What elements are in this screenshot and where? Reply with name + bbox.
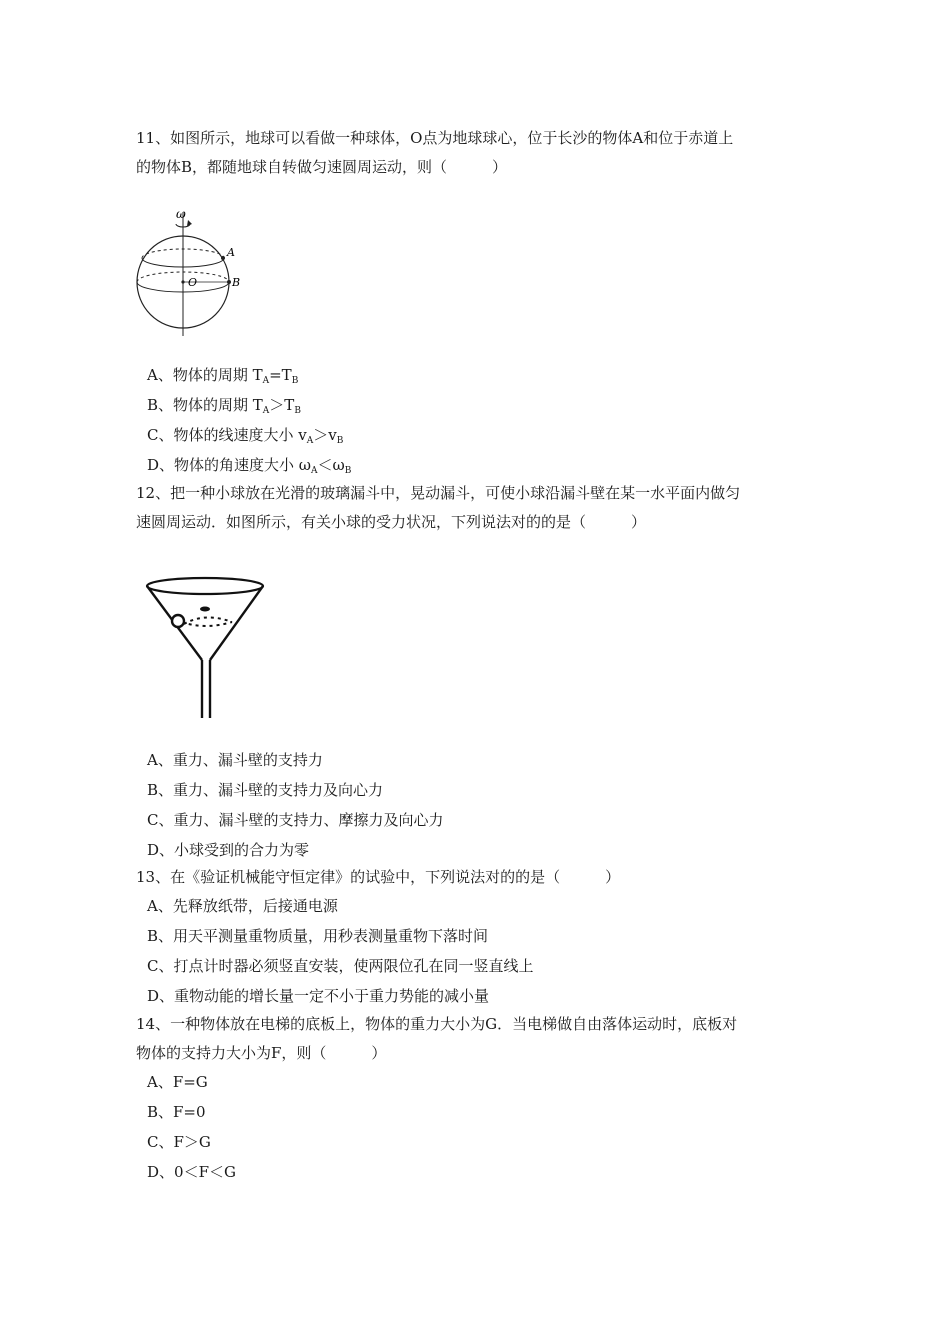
earth-sphere-figure	[128, 206, 248, 346]
point-b-label: B	[232, 276, 241, 289]
q13-option-c: C、打点计时器必须竖直安装，使两限位孔在同一竖直线上	[147, 957, 534, 975]
q14-option-d: D、0＜F＜G	[147, 1163, 236, 1181]
q11-stem-line1: 11、如图所示，地球可以看做一种球体，O点为地球球心，位于长沙的物体A和位于赤道上	[136, 129, 734, 147]
q13-option-b: B、用天平测量重物质量，用秒表测量重物下落时间	[147, 927, 489, 945]
funnel-figure	[140, 572, 270, 722]
q14-option-b: B、F=0	[147, 1103, 206, 1121]
q11-option-c: C、物体的线速度大小 $v_A>v_B$	[147, 426, 344, 446]
q12-option-c: C、重力、漏斗壁的支持力、摩擦力及向心力	[147, 811, 444, 829]
q14-stem-line1: 14、一种物体放在电梯的底板上，物体的重力大小为G．当电梯做自由落体运动时，底板对	[136, 1015, 738, 1033]
q13-option-d: D、重物动能的增长量一定不小于重力势能的减小量	[147, 987, 490, 1005]
q12-option-a: A、重力、漏斗壁的支持力	[147, 751, 323, 769]
q14-stem-line2: 物体的支持力大小为F，则（ ）	[136, 1044, 387, 1062]
q12-option-d: D、小球受到的合力为零	[147, 841, 310, 859]
q12-stem-line2: 速圆周运动．如图所示，有关小球的受力状况，下列说法对的的是（ ）	[136, 513, 647, 531]
q11-option-b: B、物体的周期 $T_A>T_B$	[147, 396, 301, 416]
point-o-label: O	[188, 276, 198, 289]
point-a-label: A	[227, 246, 235, 259]
q14-option-c: C、F＞G	[147, 1133, 211, 1151]
q11-option-d: D、物体的角速度大小 $\omega_A<\omega_B$	[147, 456, 352, 476]
q11-option-a: A、物体的周期 $T_A=T_B$	[147, 366, 299, 386]
q12-option-b: B、重力、漏斗壁的支持力及向心力	[147, 781, 384, 799]
q12-stem-line1: 12、把一种小球放在光滑的玻璃漏斗中，晃动漏斗，可使小球沿漏斗壁在某一水平面内做匀	[136, 484, 741, 502]
q11-stem-line2: 的物体B，都随地球自转做匀速圆周运动，则（ ）	[136, 158, 508, 176]
q13-stem: 13、在《验证机械能守恒定律》的试验中，下列说法对的的是（ ）	[136, 868, 621, 886]
q14-option-a: A、F=G	[147, 1073, 208, 1091]
q13-option-a: A、先释放纸带，后接通电源	[147, 897, 338, 915]
omega-label: ω	[176, 207, 186, 221]
